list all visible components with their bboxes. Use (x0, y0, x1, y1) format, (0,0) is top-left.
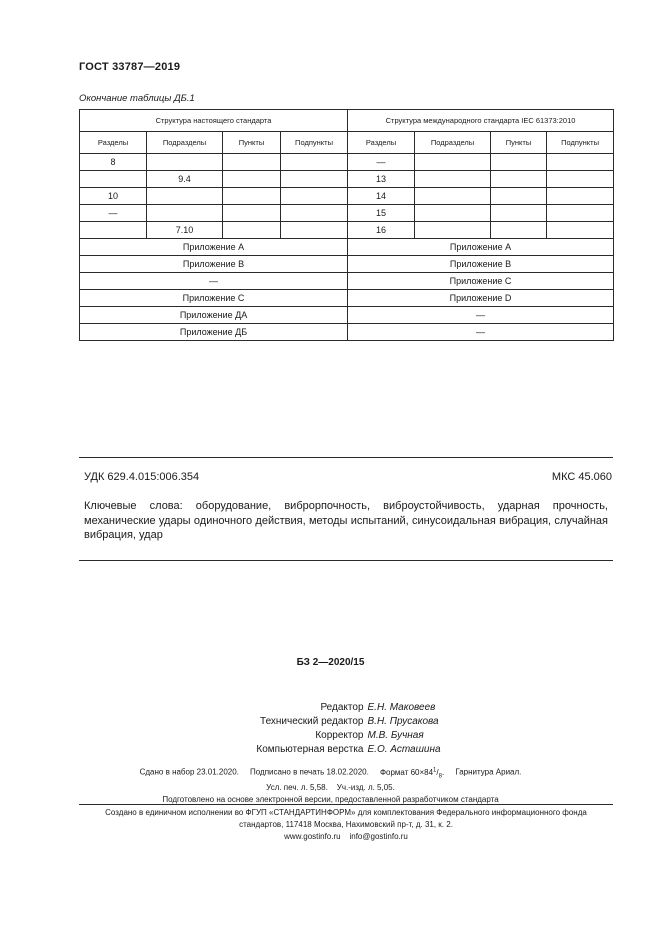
submitted-date: Сдано в набор 23.01.2020. (139, 767, 239, 777)
table-row (80, 188, 614, 205)
annex-row (80, 239, 614, 256)
staff-row (0, 701, 661, 715)
column-header: Подпункты (281, 132, 348, 154)
table-column-header (80, 132, 614, 154)
table-cell (147, 188, 223, 205)
staff-name: Е.О. Асташина (367, 744, 441, 755)
print-sheets: Усл. печ. л. 5,58. (266, 783, 328, 793)
table-cell (147, 154, 223, 171)
table-cell (547, 188, 614, 205)
column-header: Подпункты (547, 132, 614, 154)
staff-role: Корректор (315, 730, 364, 741)
divider-top (79, 457, 613, 458)
table-cell (491, 222, 547, 239)
staff-list (0, 701, 661, 757)
print-line-1 (0, 764, 661, 782)
staff-name: М.В. Бучная (367, 730, 424, 741)
print-info (0, 764, 661, 806)
table-cell (547, 154, 614, 171)
divider-bottom (79, 560, 613, 561)
table-cell (491, 171, 547, 188)
staff-role: Технический редактор (260, 716, 364, 727)
udc-code: УДК 629.4.015:006.354 (84, 471, 200, 483)
group-header-right: Структура международного стандарта IEC 61373:2010 (348, 110, 614, 132)
table-cell (80, 222, 147, 239)
annex-cell-left: Приложение В (80, 256, 348, 273)
paper-format: Формат $60\times 84^1/_8$. (379, 767, 445, 780)
table-cell: — (348, 154, 415, 171)
table-cell (415, 188, 491, 205)
column-header: Подразделы (415, 132, 491, 154)
footer-contacts (79, 831, 613, 843)
table-cell: — (80, 205, 147, 222)
annex-row (80, 307, 614, 324)
annex-cell-left: Приложение ДБ (80, 324, 348, 341)
staff-row (0, 729, 661, 743)
table-cell (223, 154, 281, 171)
table-cell (491, 205, 547, 222)
table-row (80, 205, 614, 222)
prepared-note: Подготовлено на основе электронной версии, предоставленной разработчиком стандарта (162, 795, 499, 805)
annex-row (80, 256, 614, 273)
table-cell: 9.4 (147, 171, 223, 188)
staff-row (0, 715, 661, 729)
annex-cell-right: Приложение D (348, 290, 614, 307)
typeface: Гарнитура Ариал. (455, 767, 522, 777)
column-header: Пункты (491, 132, 547, 154)
table-cell (547, 222, 614, 239)
staff-row (0, 743, 661, 757)
staff-role: Редактор (320, 702, 364, 713)
annex-row (80, 324, 614, 341)
bz-number: БЗ 2—2020/15 (296, 657, 365, 668)
table-cell (281, 205, 348, 222)
annex-cell-right: Приложение С (348, 273, 614, 290)
table-row (80, 222, 614, 239)
table-cell: 15 (348, 205, 415, 222)
column-header: Разделы (348, 132, 415, 154)
table-cell: 16 (348, 222, 415, 239)
table-cell (281, 188, 348, 205)
table-cell (147, 205, 223, 222)
table-cell (281, 171, 348, 188)
table-cell (547, 205, 614, 222)
divider-footer (79, 804, 613, 805)
annex-cell-left: Приложение С (80, 290, 348, 307)
website-link[interactable]: www.gostinfo.ru (284, 832, 341, 841)
staff-name: В.Н. Прусакова (367, 716, 439, 727)
annex-row (80, 290, 614, 307)
table-cell (223, 205, 281, 222)
group-header-left: Структура настоящего стандарта (80, 110, 348, 132)
column-header: Разделы (80, 132, 147, 154)
annex-cell-right: Приложение В (348, 256, 614, 273)
table-cell: 14 (348, 188, 415, 205)
annex-cell-right: — (348, 324, 614, 341)
annex-cell-left: Приложение А (80, 239, 348, 256)
mks-code: МКС 45.060 (551, 471, 612, 483)
table-caption: Окончание таблицы ДБ.1 (79, 93, 195, 104)
footer-line-1: Создано в единичном исполнении во ФГУП «СТАНДАРТИНФОРМ» для комплектования Федерального информационного фонда (105, 808, 587, 817)
table-cell: 7.10 (147, 222, 223, 239)
keywords-paragraph: Ключевые слова: оборудование, виброрпочность, виброустойчивость, ударная прочность, механические удары одиночного действия, методы испытаний, синусоидальная вибрация, случайная вибрация, удар (84, 500, 608, 541)
email-link[interactable]: info@gostinfo.ru (349, 832, 408, 841)
annex-cell-right: — (348, 307, 614, 324)
table-cell (415, 154, 491, 171)
annex-cell-left: — (80, 273, 348, 290)
table-cell (415, 205, 491, 222)
annex-cell-left: Приложение ДА (80, 307, 348, 324)
staff-role: Компьютерная верстка (256, 744, 364, 755)
column-header: Подразделы (147, 132, 223, 154)
publishing-sheets: Уч.-изд. л. 5,05. (336, 783, 395, 793)
table-cell (491, 154, 547, 171)
table-cell: 8 (80, 154, 147, 171)
table-row (80, 154, 614, 171)
publisher-footer (79, 807, 613, 843)
table-cell (491, 188, 547, 205)
correspondence-table (79, 109, 614, 341)
signed-date: Подписано в печать 18.02.2020. (250, 767, 369, 777)
table-cell (223, 171, 281, 188)
table-cell (415, 171, 491, 188)
table-row (80, 171, 614, 188)
table-cell (223, 188, 281, 205)
table-group-header (80, 110, 614, 132)
column-header: Пункты (223, 132, 281, 154)
document-code: ГОСТ 33787—2019 (79, 61, 181, 73)
annex-cell-right: Приложение А (348, 239, 614, 256)
annex-row (80, 273, 614, 290)
table-cell (80, 171, 147, 188)
print-line-2 (0, 782, 661, 794)
table-cell (547, 171, 614, 188)
table-cell: 13 (348, 171, 415, 188)
table-cell (415, 222, 491, 239)
table-cell (281, 222, 348, 239)
table-cell (223, 222, 281, 239)
footer-line-2: стандартов, 117418 Москва, Нахимовский пр-т, д. 31, к. 2. (239, 820, 453, 829)
table-cell: 10 (80, 188, 147, 205)
staff-name: Е.Н. Маковеев (367, 702, 436, 713)
table-cell (281, 154, 348, 171)
